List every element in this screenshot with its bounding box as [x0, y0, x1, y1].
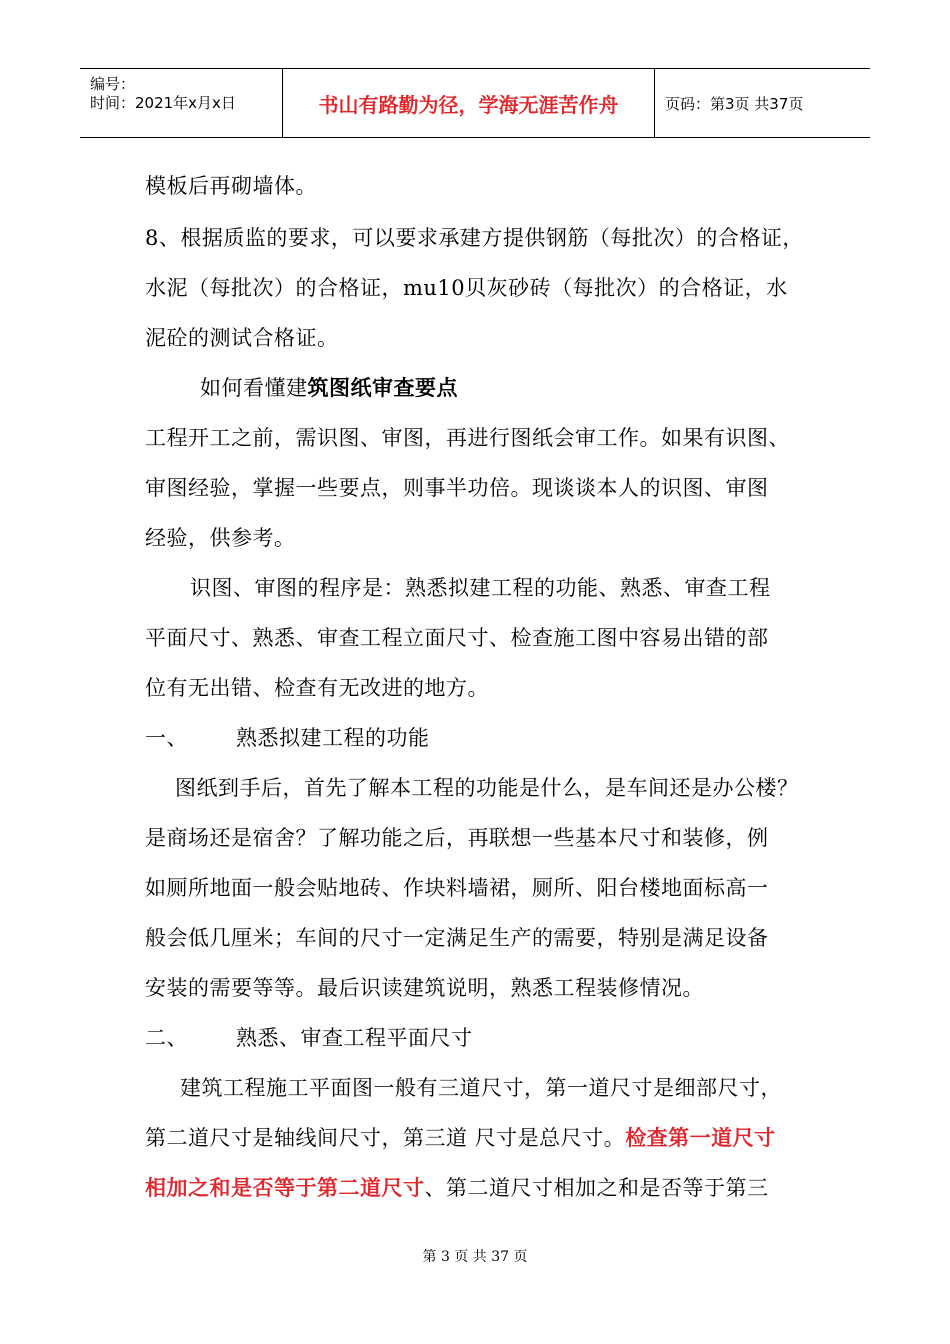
highlight-text: 检查第一道尺寸: [625, 1125, 776, 1150]
header-table: [80, 68, 870, 138]
paragraph-line: 是商场还是宿舍？了解功能之后，再联想一些基本尺寸和装修，例: [145, 826, 769, 850]
paragraph-line: 平面尺寸、熟悉、审查工程立面尺寸、检查施工图中容易出错的部: [145, 626, 769, 650]
serial-label: 编号：: [90, 75, 136, 93]
paragraph-line: 8、根据质监的要求，可以要求承建方提供钢筋（每批次）的合格证，: [145, 226, 804, 250]
paragraph-line: [145, 1122, 776, 1152]
paragraph-line: 经验，供参考。: [145, 526, 296, 550]
highlight-text: 相加之和是否等于第二道尺寸: [145, 1175, 425, 1200]
section-title: [200, 372, 458, 402]
paragraph-line: [145, 1172, 769, 1202]
heading-1-number: 一、: [145, 726, 188, 750]
paragraph-line: 图纸到手后，首先了解本工程的功能是什么，是车间还是办公楼？: [175, 776, 799, 800]
header-motto: 书山有路勤为径，学海无涯苦作舟: [283, 69, 655, 137]
paragraph-line: 模板后再砌墙体。: [145, 174, 317, 198]
heading-1-title: 熟悉拟建工程的功能: [236, 726, 430, 750]
page-footer: 第 3 页 共 37 页: [422, 1249, 528, 1265]
heading-2-title: 熟悉、审查工程平面尺寸: [236, 1026, 473, 1050]
paragraph-line: 位有无出错、检查有无改进的地方。: [145, 676, 489, 700]
paragraph-line: 水泥（每批次）的合格证，mu10贝灰砂砖（每批次）的合格证，水: [145, 276, 788, 300]
paragraph-line: 般会低几厘米；车间的尺寸一定满足生产的需要，特别是满足设备: [145, 926, 769, 950]
paragraph-line: 泥砼的测试合格证。: [145, 326, 339, 350]
paragraph-line: 安装的需要等等。最后识读建筑说明，熟悉工程装修情况。: [145, 976, 704, 1000]
header-page-info: 页码：第3页 共37页: [665, 94, 804, 113]
paragraph-line: 工程开工之前，需识图、审图，再进行图纸会审工作。如果有识图、: [145, 426, 790, 450]
text-run: 、第二道尺寸相加之和是否等于第三: [424, 1176, 769, 1200]
paragraph-line: 如厕所地面一般会贴地砖、作块料墙裙，厕所、阳台楼地面标高一: [145, 876, 769, 900]
paragraph-line: 建筑工程施工平面图一般有三道尺寸，第一道尺寸是细部尺寸，: [180, 1076, 782, 1100]
header-meta-cell: [80, 69, 283, 137]
heading-2: [145, 1022, 473, 1052]
text-run: 第二道尺寸是轴线间尺寸，第三道 尺寸是总尺寸。: [145, 1126, 626, 1150]
heading-2-number: 二、: [145, 1026, 188, 1050]
paragraph-line: 识图、审图的程序是：熟悉拟建工程的功能、熟悉、审查工程: [190, 576, 771, 600]
paragraph-line: 审图经验，掌握一些要点，则事半功倍。现谈谈本人的识图、审图: [145, 476, 769, 500]
time-label: 时间：2021年x月x日: [90, 94, 236, 112]
section-title-bold: 筑图纸审查要点: [307, 375, 458, 400]
heading-1: [145, 722, 430, 752]
section-title-prefix: 如何看懂建: [200, 376, 308, 400]
